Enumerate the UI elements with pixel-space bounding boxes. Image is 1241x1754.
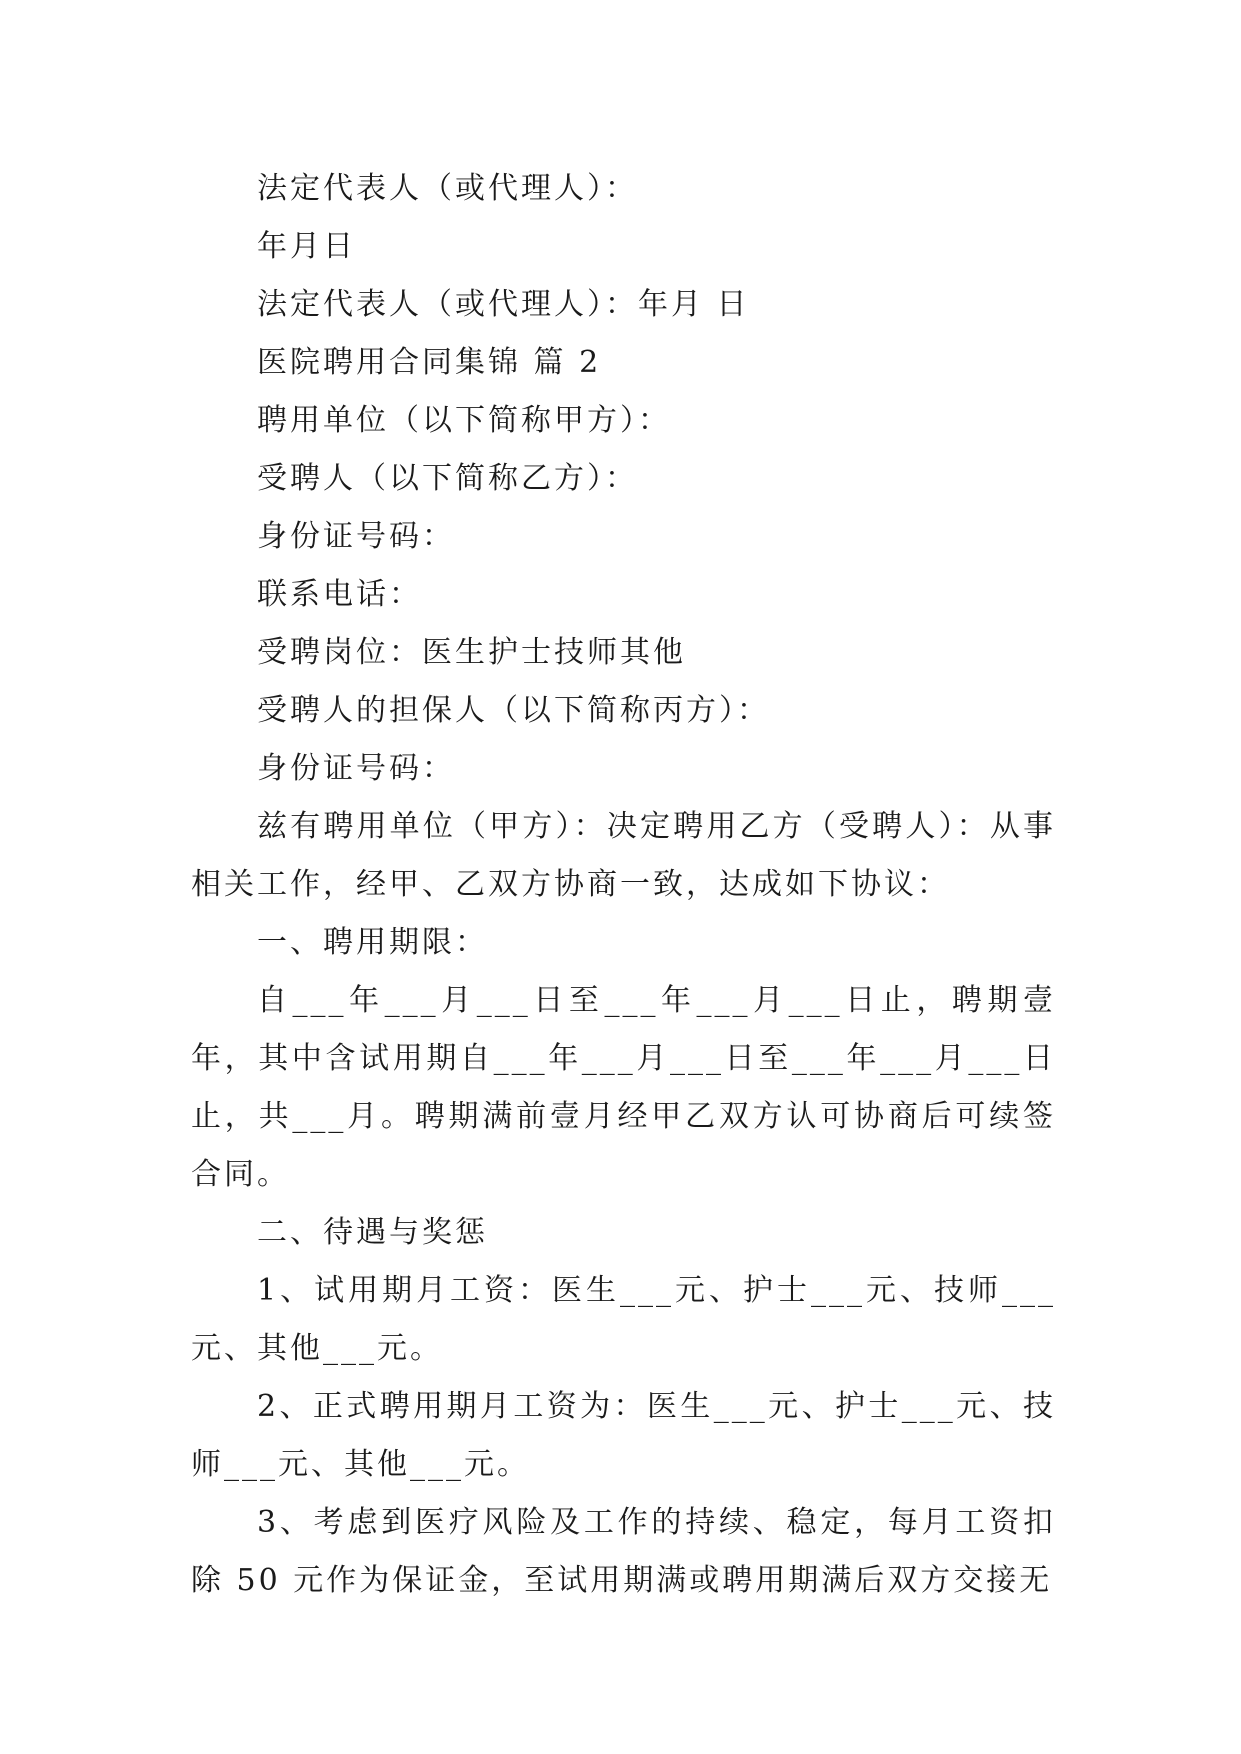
section-title: 医院聘用合同集锦 篇 2 [257,345,602,380]
legal-representative-date-line: 法定代表人（或代理人）：年月 日 [257,287,750,322]
guarantor-line: 受聘人的担保人（以下简称丙方）： [257,693,770,728]
guarantor-id-line: 身份证号码： [257,751,455,786]
date-line: 年月日 [257,229,356,264]
phone-line: 联系电话： [257,577,422,612]
id-number-line: 身份证号码： [257,519,455,554]
employee-line: 受聘人（以下简称乙方）： [257,461,638,496]
document-body [191,160,1056,1610]
pay-heading: 二、待遇与奖惩 [257,1215,488,1250]
probation-salary-paragraph: 1、试用期月工资：医生___元、护士___元、技师___元、其他___元。 [191,1273,1056,1366]
term-paragraph: 自___年___月___日至___年___月___日止，聘期壹年，其中含试用期自___年___月___日至___年___月___日止，共___月。聘期满前壹月经甲乙双方认可协商后可续签合同。 [191,983,1056,1192]
employer-line: 聘用单位（以下简称甲方）： [257,403,671,438]
term-heading: 一、聘用期限： [257,925,488,960]
agreement-intro-paragraph: 兹有聘用单位（甲方）：决定聘用乙方（受聘人）：从事相关工作，经甲、乙双方协商一致，达成如下协议： [191,809,1056,902]
formal-salary-paragraph: 2、正式聘用期月工资为：医生___元、护士___元、技师___元、其他___元。 [191,1389,1056,1482]
legal-representative-line: 法定代表人（或代理人）： [257,171,638,206]
deposit-paragraph: 3、考虑到医疗风险及工作的持续、稳定，每月工资扣除 50 元作为保证金，至试用期满或聘用期满后双方交接无 [191,1505,1056,1598]
position-line: 受聘岗位：医生护士技师其他 [257,635,686,670]
